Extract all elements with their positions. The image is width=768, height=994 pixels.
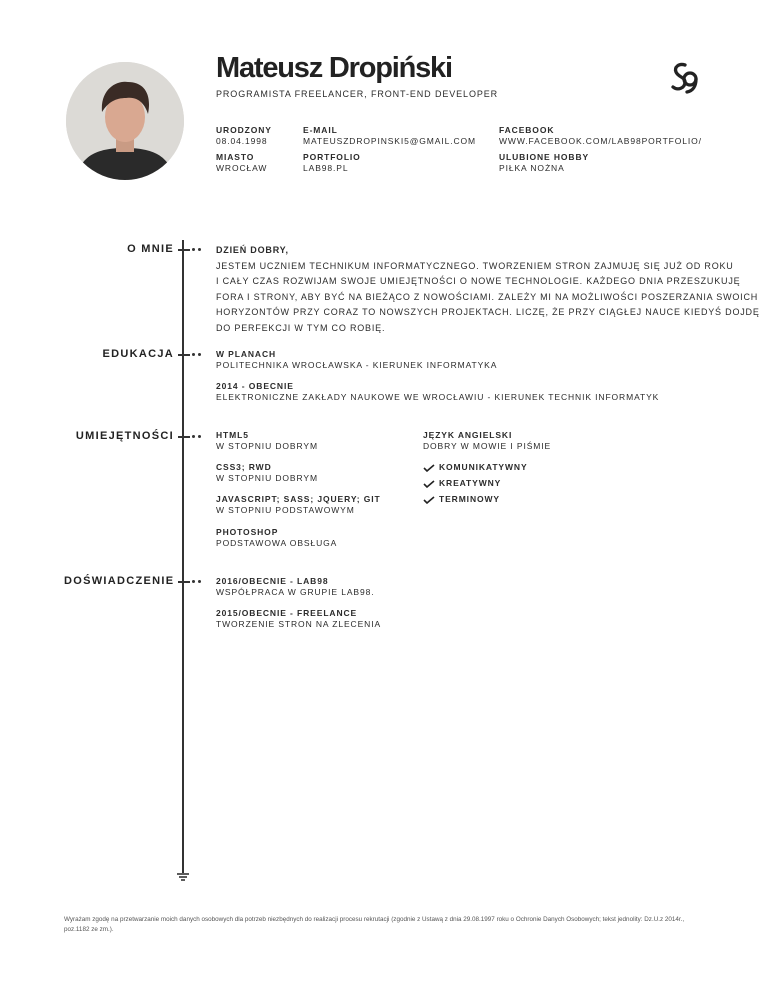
language-item: [423, 430, 551, 452]
info-born: [216, 125, 272, 147]
portfolio-link[interactable]: LAB98.PL: [303, 163, 349, 173]
trait-label: KREATYWNY: [439, 478, 502, 488]
education-item: [216, 381, 659, 403]
item-desc: W STOPNIU DOBRYM: [216, 441, 318, 451]
about-greeting: DZIEŃ DOBRY,: [216, 245, 289, 255]
trait-label: TERMINOWY: [439, 494, 500, 504]
about-line: HORYZONTÓW PRZY CORAZ TO NOWSZYCH PROJEKTACH. LICZĘ, ŻE PRZY CIĄGŁEJ NAUCE KIEDYŚ DOJDĘ: [216, 307, 760, 317]
experience-item: [216, 608, 381, 630]
timeline-line: [182, 240, 184, 870]
item-desc: POLITECHNIKA WROCŁAWSKA - KIERUNEK INFORMATYKA: [216, 360, 498, 370]
facebook-link[interactable]: WWW.FACEBOOK.COM/LAB98PORTFOLIO/: [499, 136, 702, 146]
ground-icon: [177, 868, 189, 882]
item-title: JĘZYK ANGIELSKI: [423, 430, 513, 440]
info-value: 08.04.1998: [216, 136, 268, 146]
item-desc: TWORZENIE STRON NA ZLECENIA: [216, 619, 382, 629]
timeline-marker: [178, 432, 200, 442]
check-icon: [423, 480, 435, 488]
skill-item: [216, 494, 381, 516]
s9-logo-icon: [666, 60, 702, 96]
about-line: FORA I STRONY, ABY BYĆ NA BIEŻĄCO Z NOWOŚCIAMI. ZALEŻY MI NA MOŻLIWOŚCI POSZERZANIA SWOICH: [216, 291, 759, 302]
skill-item: [216, 430, 318, 452]
info-value: WROCŁAW: [216, 163, 268, 173]
item-title: PHOTOSHOP: [216, 527, 279, 537]
trait-item: [423, 494, 500, 505]
info-portfolio: [303, 152, 361, 174]
about-line: I CAŁY CZAS ROZWIJAM SWOJE UMIEJĘTNOŚCI O NOWE TECHNOLOGIE. KAŻDEGO DNIA PRZESZUKUJĘ: [216, 276, 741, 286]
timeline-marker: [178, 350, 200, 360]
item-desc: ELEKTRONICZNE ZAKŁADY NAUKOWE WE WROCŁAWIU - KIERUNEK TECHNIK INFORMATYK: [216, 392, 660, 402]
info-label: ULUBIONE HOBBY: [499, 152, 590, 162]
item-desc: WSPÓŁPRACA W GRUPIE LAB98.: [216, 587, 375, 597]
info-label: FACEBOOK: [499, 125, 555, 135]
gdpr-consent-note: Wyrażam zgodę na przetwarzanie moich danych osobowych dla potrzeb niezbędnych do realizacji procesu rekrutacji (zgodnie z Ustawą z dnia 29.08.1997 roku o Ochronie Danych Osobowych; tekst jednolity: Dz.U.z 2014r., poz.1182 ze zm.).: [64, 916, 685, 933]
info-city: [216, 152, 267, 174]
timeline-marker: [178, 245, 200, 255]
timeline-marker: [178, 577, 200, 587]
section-label-skills: UMIEJĘTNOŚCI: [75, 430, 174, 442]
trait-label: KOMUNIKATYWNY: [439, 462, 528, 472]
info-value: PIŁKA NOŻNA: [499, 163, 565, 173]
item-title: JAVASCRIPT; SASS; JQUERY; GIT: [216, 494, 381, 504]
skill-item: [216, 527, 337, 549]
experience-item: [216, 576, 375, 598]
portrait-photo: [66, 62, 184, 180]
job-title: PROGRAMISTA FREELANCER, FRONT-END DEVELOPER: [216, 89, 499, 99]
check-icon: [423, 464, 435, 472]
about-line: DO PERFEKCJI W TYM CO ROBIĘ.: [216, 322, 386, 333]
item-desc: W STOPNIU PODSTAWOWYM: [216, 505, 355, 515]
about-text: [216, 243, 760, 336]
item-title: 2016/OBECNIE - LAB98: [216, 576, 329, 586]
info-label: E-MAIL: [303, 125, 338, 135]
profile-photo: [66, 62, 184, 180]
item-title: 2015/OBECNIE - FREELANCE: [216, 608, 358, 618]
item-title: CSS3; RWD: [216, 462, 272, 472]
item-title: HTML5: [216, 430, 249, 440]
section-label-experience: DOŚWIADCZENIE: [64, 575, 175, 587]
education-item: [216, 349, 497, 371]
check-icon: [423, 496, 435, 504]
trait-item: [423, 478, 501, 489]
item-desc: W STOPNIU DOBRYM: [216, 473, 318, 483]
info-hobby: [499, 152, 589, 174]
trait-item: [423, 462, 528, 473]
info-label: MIASTO: [216, 152, 255, 162]
item-title: W PLANACH: [216, 349, 277, 359]
section-label-education: EDUKACJA: [102, 348, 174, 360]
about-line: JESTEM UCZNIEM TECHNIKUM INFORMATYCZNEGO. TWORZENIEM STRON ZAJMUJĘ SIĘ JUŻ OD ROKU: [216, 260, 734, 271]
item-title: 2014 - OBECNIE: [216, 381, 294, 391]
info-label: URODZONY: [216, 125, 272, 135]
skill-item: [216, 462, 318, 484]
info-email: [303, 125, 476, 147]
info-label: PORTFOLIO: [303, 152, 361, 162]
person-name: Mateusz Dropiński: [216, 52, 452, 84]
email-link[interactable]: MATEUSZDROPINSKI5@GMAIL.COM: [303, 136, 477, 146]
item-desc: DOBRY W MOWIE I PIŚMIE: [423, 441, 552, 451]
item-desc: PODSTAWOWA OBSŁUGA: [216, 538, 338, 548]
info-facebook: [499, 125, 702, 147]
section-label-about: O MNIE: [127, 243, 174, 255]
